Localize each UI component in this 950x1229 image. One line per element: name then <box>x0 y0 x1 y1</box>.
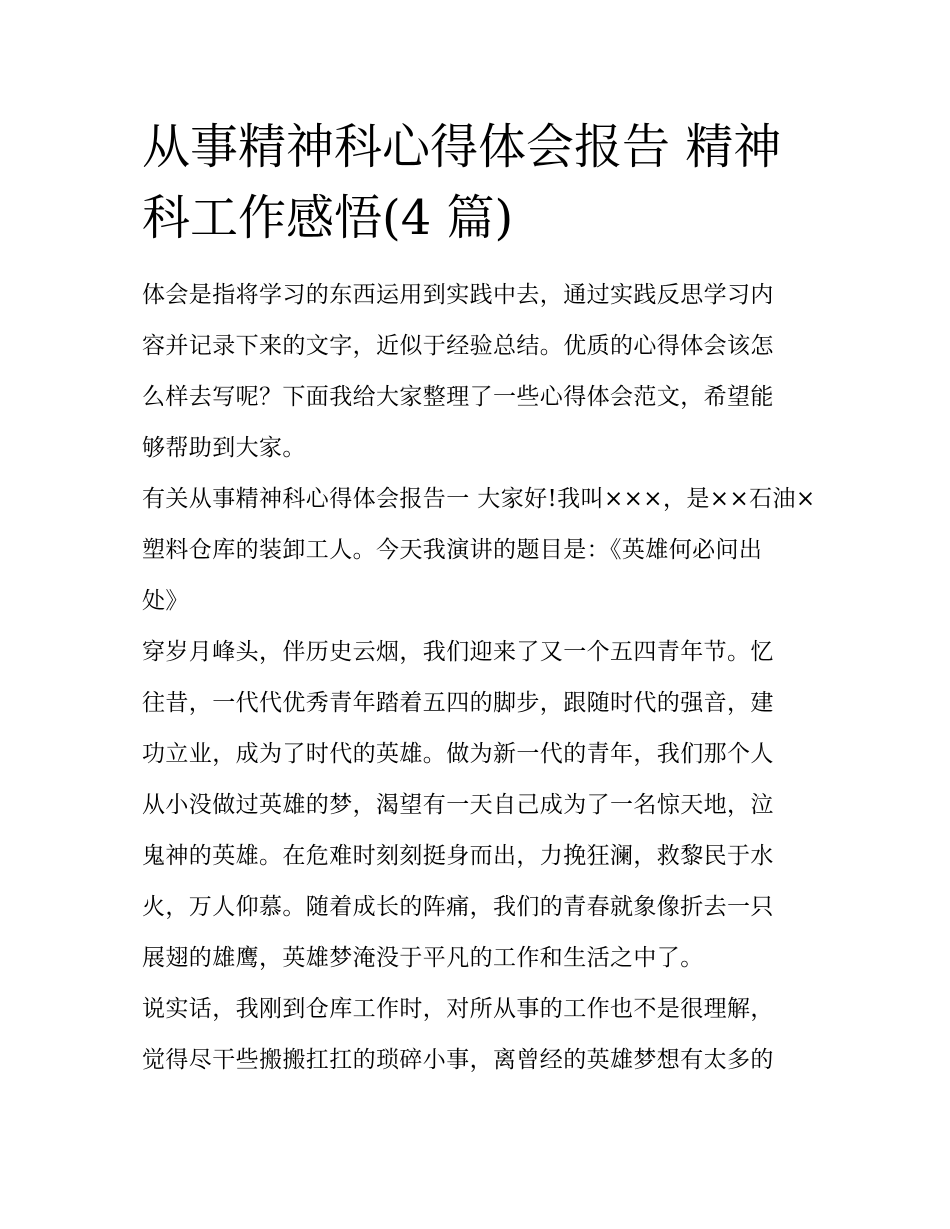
text-line: 说实话，我刚到仓库工作时，对所从事的工作也不是很理解， <box>142 996 774 1022</box>
text-line: 有关从事精神科心得体会报告一 大家好!我叫×××，是××石油× <box>142 486 816 512</box>
text-line: 鬼神的英雄。在危难时刻刻挺身而出，力挽狂澜，救黎民于水 <box>142 843 774 869</box>
title-line: 科工作感悟(4 篇) <box>142 190 514 246</box>
document-title <box>142 112 812 254</box>
text-line: 功立业，成为了时代的英雄。做为新一代的青年，我们那个人 <box>142 741 774 767</box>
document-page <box>142 112 816 1086</box>
text-line: 往昔，一代代优秀青年踏着五四的脚步，跟随时代的强音，建 <box>142 690 774 716</box>
text-line: 穿岁月峰头，伴历史云烟，我们迎来了又一个五四青年节。忆 <box>142 639 774 665</box>
text-line: 够帮助到大家。 <box>142 435 306 461</box>
text-line: 塑料仓库的装卸工人。今天我演讲的题目是：《英雄何必问出 <box>142 537 763 563</box>
paragraph-intro <box>142 270 812 474</box>
text-line: 么样去写呢？下面我给大家整理了一些心得体会范文，希望能 <box>142 384 774 410</box>
paragraph-warehouse <box>142 984 812 1086</box>
text-line: 体会是指将学习的东西运用到实践中去，通过实践反思学习内 <box>142 282 774 308</box>
text-line: 从小没做过英雄的梦，渴望有一天自己成为了一名惊天地，泣 <box>142 792 774 818</box>
title-line: 从事精神科心得体会报告 精神 <box>142 119 782 175</box>
paragraph-report-one <box>142 474 816 627</box>
text-line: 火，万人仰慕。随着成长的阵痛，我们的青春就象像折去一只 <box>142 894 774 920</box>
paragraph-youth-day <box>142 627 812 984</box>
text-line: 处》 <box>142 588 189 614</box>
text-line: 容并记录下来的文字，近似于经验总结。优质的心得体会该怎 <box>142 333 774 359</box>
text-line: 觉得尽干些搬搬扛扛的琐碎小事，离曾经的英雄梦想有太多的 <box>142 1047 774 1073</box>
text-line: 展翅的雄鹰，英雄梦淹没于平凡的工作和生活之中了。 <box>142 945 704 971</box>
